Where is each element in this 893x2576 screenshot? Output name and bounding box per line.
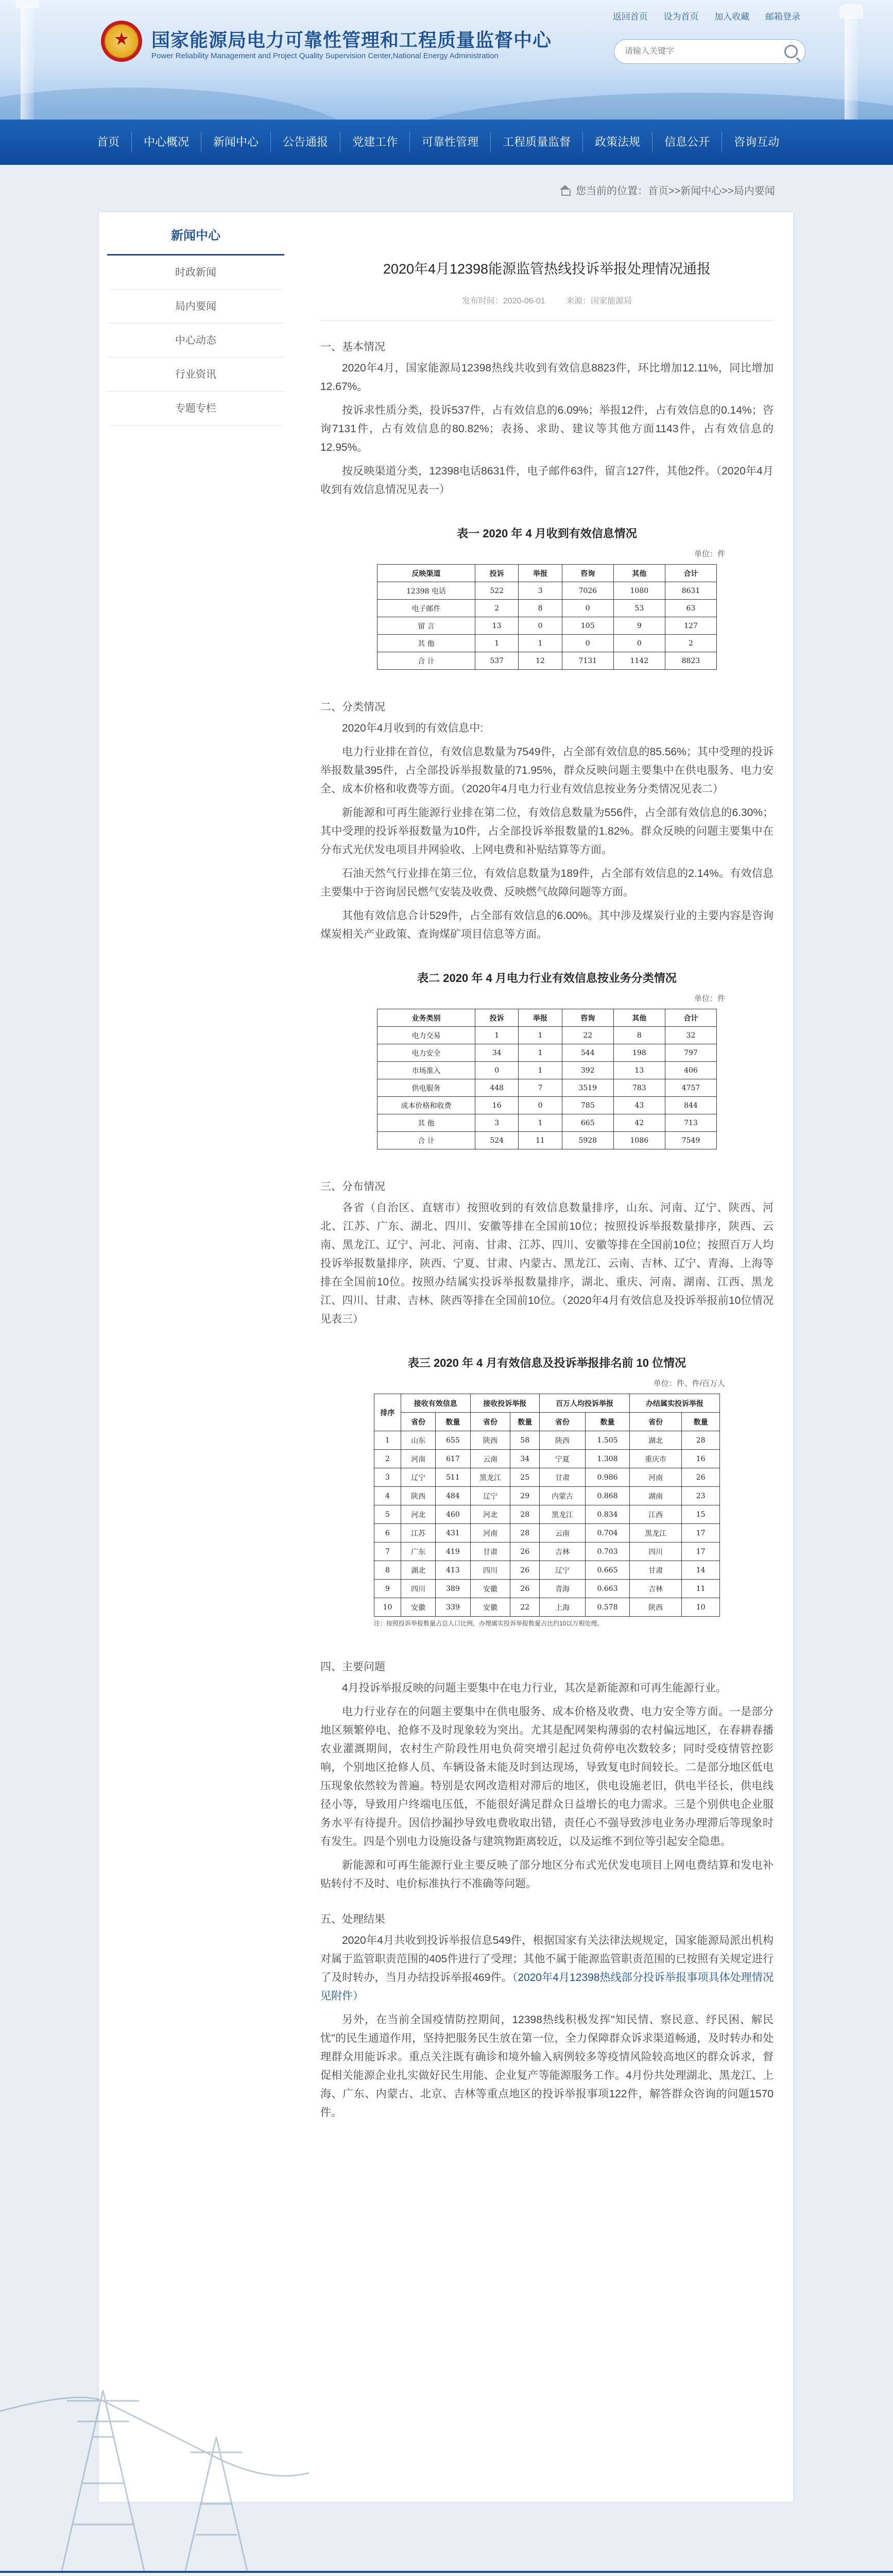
- table-cell: 0.665: [586, 1561, 630, 1580]
- table-cell: 431: [436, 1524, 470, 1543]
- table-cell: 58: [510, 1431, 540, 1450]
- table-cell: 6: [374, 1524, 401, 1543]
- table-header-cell: 举报: [519, 565, 562, 582]
- table-cell: 河南: [401, 1450, 436, 1468]
- nav-consult[interactable]: 咨询互动: [734, 135, 780, 148]
- table-cell: 陕西: [401, 1487, 436, 1505]
- table-cell: 电力安全: [377, 1044, 475, 1062]
- table-cell: 8: [519, 600, 562, 617]
- table-cell: 8631: [665, 582, 716, 600]
- table-cell: 16: [475, 1097, 519, 1114]
- site-header: [0, 0, 893, 120]
- table-cell: 537: [475, 652, 519, 670]
- table-cell: 53: [613, 600, 665, 617]
- table-cell: 665: [562, 1114, 613, 1132]
- table-cell: 617: [436, 1450, 470, 1468]
- sidebar-item-topics[interactable]: 专题专栏: [107, 392, 284, 426]
- table-row: [374, 1580, 720, 1598]
- bg-hill: [360, 93, 893, 120]
- table-cell: 0: [613, 635, 665, 652]
- table-cell: 785: [562, 1097, 613, 1114]
- section-heading: 三、分布情况: [320, 1181, 385, 1193]
- table-cell: 合 计: [377, 1132, 475, 1149]
- table-cell: 198: [613, 1044, 665, 1062]
- table-2: [377, 1009, 717, 1149]
- article: [320, 212, 774, 2122]
- table-cell: 0.986: [586, 1468, 630, 1487]
- table-cell: 电力交易: [377, 1027, 475, 1044]
- table-cell: 其 他: [377, 1114, 475, 1132]
- table-cell: 2: [475, 600, 519, 617]
- paragraph: 新能源和可再生能源行业主要反映了部分地区分布式光伏发电项目上网电费结算和发电补贴转付不及时、电价标准执行不准确等问题。: [320, 1859, 774, 1890]
- table-cell: 吉林: [539, 1543, 585, 1561]
- table-cell: 5928: [562, 1132, 613, 1149]
- table-cell: 辽宁: [539, 1561, 585, 1580]
- table-row: [374, 1561, 720, 1580]
- table-cell: 29: [510, 1487, 540, 1505]
- table-cell: 339: [436, 1598, 470, 1617]
- table-cell: 26: [510, 1580, 540, 1598]
- table-cell: 5: [374, 1505, 401, 1524]
- table-cell: 0.834: [586, 1505, 630, 1524]
- table-2-unit: 单位：件: [694, 994, 725, 1003]
- section-heading: 一、基本情况: [320, 341, 385, 353]
- table-cell: 上海: [539, 1598, 585, 1617]
- table-cell: 四川: [629, 1543, 681, 1561]
- table-row: [374, 1487, 720, 1505]
- table-1-caption: 表一 2020 年 4 月收到有效信息情况: [457, 527, 637, 540]
- table-header-cell: 数量: [436, 1413, 470, 1431]
- table-cell: 3: [475, 1114, 519, 1132]
- table-row: [377, 600, 717, 617]
- table-header-cell: 数量: [682, 1413, 720, 1431]
- table-cell: 0.663: [586, 1580, 630, 1598]
- table-cell: 0.868: [586, 1487, 630, 1505]
- main-nav: [0, 120, 893, 165]
- table-cell: 7549: [665, 1132, 716, 1149]
- table-cell: 4757: [665, 1079, 716, 1097]
- table-row: [374, 1431, 720, 1450]
- table-cell: 460: [436, 1505, 470, 1524]
- table-cell: 13: [475, 617, 519, 635]
- table-cell: 392: [562, 1062, 613, 1079]
- favorite-link[interactable]: 加入收藏: [714, 12, 750, 22]
- table-cell: 黑龙江: [629, 1524, 681, 1543]
- table-cell: 0.578: [586, 1598, 630, 1617]
- table-row: [377, 635, 717, 652]
- table-cell: 内蒙古: [539, 1487, 585, 1505]
- site-title[interactable]: 国家能源局电力可靠性管理和工程质量监督中心: [151, 29, 552, 50]
- table-row: [377, 1027, 717, 1044]
- publish-time: 发布时间：2020-06-01: [461, 297, 545, 306]
- table-row: [377, 1114, 717, 1132]
- paragraph: 电力行业存在的问题主要集中在供电服务、成本价格及收费、电力安全等方面。一是部分地区频繁停电、抢修不及时现象较为突出。尤其是配网架构薄弱的农村偏远地区，在春耕春播农业灌溉期间，农村生产阶段性用电负荷突增引起过负荷停电次数较多；同时受疫情管控影响，个别地区抢修人员、车辆设备未能及时到达现场，导致复电时间较长。二是部分地区低电压现象依然较为普遍。特别是农网改造相对滞后的地区，供电设施老旧，供电半径长，供电线径小等，导致用户终端电压低，不能很好满足群众日益增长的电力需求。三是个别供电企业服务水平有待提升。因信抄漏抄导致电费收取出错，责任心不强导致涉电业务办理滞后等现象时有发生。四是个别电力设施设备与建筑物距离较近，以及运维不到位等引起安全隐患。: [320, 1706, 774, 1848]
- paragraph: 按诉求性质分类，投诉537件，占有效信息的6.09%；举报12件，占有效信息的0.14%；咨询7131件，占有效信息的80.82%；表扬、求助、建议等其他方面1143件，占有效信息的12.95%。: [320, 404, 774, 453]
- home-icon: [559, 185, 571, 195]
- table-cell: 湖北: [401, 1561, 436, 1580]
- article-source: 来源：国家能源局: [566, 297, 632, 306]
- table-cell: 0.703: [586, 1543, 630, 1561]
- table-row: [377, 617, 717, 635]
- table-cell: 23: [682, 1487, 720, 1505]
- mail-login-link[interactable]: 邮箱登录: [765, 12, 800, 22]
- table-cell: 11: [682, 1580, 720, 1598]
- table-header-cell: 咨询: [562, 565, 613, 582]
- table-cell: 16: [682, 1450, 720, 1468]
- table-cell: 1: [475, 1027, 519, 1044]
- table-cell: 419: [436, 1543, 470, 1561]
- table-cell: 1142: [613, 652, 665, 670]
- table-cell: 3: [519, 582, 562, 600]
- paragraph: [320, 1931, 774, 2006]
- table-cell: 42: [613, 1114, 665, 1132]
- table-cell: 7: [519, 1079, 562, 1097]
- paragraph-text: 2020年4月共收到投诉举报信息549件，根据国家有关法律法规规定，国家能源局派出机构对属于监管职责范围的405件进行了受理；其他不属于能源监管职责范围的已按照有关规定进行了及时转办，当月办结投诉举报469件。: [320, 1935, 774, 1984]
- table-row: [377, 652, 717, 670]
- table-header-cell: 其他: [613, 1009, 665, 1027]
- table-cell: 河北: [470, 1505, 510, 1524]
- table-cell: 10: [682, 1598, 720, 1617]
- table-cell: 河北: [401, 1505, 436, 1524]
- paragraph: 2020年4月收到的有效信息中:: [342, 722, 484, 734]
- home-link[interactable]: 返回首页: [612, 12, 648, 22]
- table-cell: 524: [475, 1132, 519, 1149]
- table-3: [374, 1394, 720, 1617]
- national-emblem-logo[interactable]: [101, 21, 142, 62]
- paragraph: 其他有效信息合计529件，占全部有效信息的6.00%。其中涉及煤炭行业的主要内容是咨询煤炭相关产业政策、查询煤矿项目信息等方面。: [320, 910, 774, 940]
- table-row: [377, 1079, 717, 1097]
- table-cell: 4: [374, 1487, 401, 1505]
- sidebar-item-industry[interactable]: 行业资讯: [107, 358, 284, 392]
- table-cell: 重庆市: [629, 1450, 681, 1468]
- table-header-cell: 接收有效信息: [401, 1394, 471, 1413]
- nav-quality[interactable]: 工程质量监督: [491, 132, 583, 152]
- paragraph: 石油天然气行业排在第三位，有效信息数量为189件，占全部有效信息的2.14%。有效信息主要集中于咨询居民燃气安装及收费、反映燃气故障问题等方面。: [320, 868, 774, 898]
- nav-notices[interactable]: 公告通报: [271, 132, 340, 152]
- table-cell: 2: [374, 1450, 401, 1468]
- table-cell: 陕西: [629, 1598, 681, 1617]
- table-header-cell: 举报: [519, 1009, 562, 1027]
- table-cell: 甘肃: [539, 1468, 585, 1487]
- table-cell: 湖南: [629, 1487, 681, 1505]
- table-3-note: 注：按照投诉举报数量占总人口比例，办理属实投诉举报数量占比约10以万相处理。: [374, 1620, 604, 1627]
- nav-reliability[interactable]: 可靠性管理: [410, 132, 491, 152]
- table-cell: 1: [519, 1062, 562, 1079]
- table-cell: 10: [374, 1598, 401, 1617]
- table-cell: 2: [665, 635, 716, 652]
- table-cell: 1: [519, 635, 562, 652]
- table-cell: 0.704: [586, 1524, 630, 1543]
- table-header-cell: 省份: [539, 1413, 585, 1431]
- article-meta: [320, 294, 774, 321]
- table-cell: 32: [665, 1027, 716, 1044]
- paragraph: 各省（自治区、直辖市）按照收到的有效信息数量排序，山东、河南、辽宁、陕西、河北、江苏、广东、湖北、四川、安徽等排在全国前10位；按照投诉举报数量排序，陕西、云南、黑龙江、辽宁、河北、河南、甘肃、江苏、四川、安徽等排在全国前10位；按照百万人均投诉举报数量排序，陕西、宁夏、甘肃、内蒙古、黑龙江、云南、吉林、辽宁、青海、上海等排在全国前10位。按照办结属实投诉举报数量排序，湖北、重庆、河南、湖南、江西、黑龙江、四川、甘肃、吉林、陕西等排在全国前10位。（2020年4月有效信息及投诉举报前10位情况见表三）: [320, 1202, 774, 1325]
- table-row: [377, 1097, 717, 1114]
- table-header-cell: 数量: [510, 1413, 540, 1431]
- table-cell: 22: [562, 1027, 613, 1044]
- table-cell: 留 言: [377, 617, 475, 635]
- table-cell: 3519: [562, 1079, 613, 1097]
- table-cell: 辽宁: [401, 1468, 436, 1487]
- table-cell: 25: [510, 1468, 540, 1487]
- table-header-cell: 省份: [629, 1413, 681, 1431]
- table-row: [377, 1062, 717, 1079]
- table-cell: 1: [374, 1431, 401, 1450]
- section-heading: 五、处理结果: [320, 1913, 385, 1925]
- table-cell: 四川: [470, 1561, 510, 1580]
- table-3-caption: 表三 2020 年 4 月有效信息及投诉举报排名前 10 位情况: [407, 1357, 686, 1369]
- table-cell: 34: [510, 1450, 540, 1468]
- table-cell: 1: [519, 1027, 562, 1044]
- table-row: [374, 1450, 720, 1468]
- table-cell: 17: [682, 1524, 720, 1543]
- sidebar-title: 新闻中心: [107, 216, 284, 256]
- paragraph: 2020年4月，国家能源局12398热线共收到有效信息8823件，环比增加12.11%，同比增加12.67%。: [320, 362, 774, 393]
- table-cell: 63: [665, 600, 716, 617]
- sidebar-item-bureau-news[interactable]: 局内要闻: [107, 290, 284, 324]
- table-header-cell: 排序: [374, 1394, 401, 1431]
- table-cell: 云南: [539, 1524, 585, 1543]
- table-cell: 7: [374, 1543, 401, 1561]
- breadcrumb: [559, 182, 775, 197]
- table-row: [374, 1598, 720, 1617]
- table-cell: 448: [475, 1079, 519, 1097]
- table-cell: 43: [613, 1097, 665, 1114]
- table-cell: 9: [374, 1580, 401, 1598]
- table-cell: 26: [510, 1561, 540, 1580]
- table-cell: 黑龙江: [470, 1468, 510, 1487]
- table-cell: 1: [475, 635, 519, 652]
- table-cell: 544: [562, 1044, 613, 1062]
- table-cell: 吉林: [629, 1580, 681, 1598]
- table-cell: 484: [436, 1487, 470, 1505]
- table-row: [377, 1132, 717, 1149]
- table-cell: 成本价格和收费: [377, 1097, 475, 1114]
- table-cell: 655: [436, 1431, 470, 1450]
- table-cell: 34: [475, 1044, 519, 1062]
- table-cell: 供电服务: [377, 1079, 475, 1097]
- table-cell: 406: [665, 1062, 716, 1079]
- table-header-cell: 投诉: [475, 565, 519, 582]
- table-cell: 844: [665, 1097, 716, 1114]
- site-footer: [0, 2571, 893, 2576]
- table-1-unit: 单位：件: [694, 550, 725, 558]
- table-cell: 0: [519, 1097, 562, 1114]
- table-cell: 7026: [562, 582, 613, 600]
- table-cell: 辽宁: [470, 1487, 510, 1505]
- table-cell: 四川: [401, 1580, 436, 1598]
- paragraph: 电力行业排在首位，有效信息数量为7549件，占全部有效信息的85.56%；其中受理的投诉举报数量395件，占全部投诉举报数量的71.95%，群众反映问题主要集中在供电服务、电力安全、成本价格和收费等方面。（2020年4月电力行业有效信息按业务分类情况见表二）: [320, 746, 774, 795]
- table-cell: 783: [613, 1079, 665, 1097]
- table-cell: 11: [519, 1132, 562, 1149]
- table-header-cell: 百万人均投诉举报: [539, 1394, 629, 1413]
- table-cell: 电子邮件: [377, 600, 475, 617]
- paragraph: 按反映渠道分类，12398电话8631件，电子邮件63件，留言127件，其他2件。（2020年4月收到有效信息情况见表一）: [320, 465, 774, 496]
- table-header-row: [374, 1394, 720, 1413]
- table-header-row: [377, 565, 717, 582]
- paragraph: 另外，在当前全国疫情防控期间，12398热线积极发挥"知民情、察民意、纾民困、解民忧"的民生通道作用，坚持把服务民生放在第一位，全力保障群众诉求渠道畅通，及时转办和处理群众用能诉求。重点关注既有确诊和境外输入病例较多等疫情风险较高地区的群众诉求，督促相关能源企业扎实做好民生用能、企业复产等能源服务工作。4月份共处理湖北、黑龙江、上海、广东、内蒙古、北京、吉林等重点地区的投诉举报事项122件，解答群众咨询的问题1570件。: [320, 2014, 774, 2119]
- nav-policy[interactable]: 政策法规: [583, 132, 652, 152]
- nav-news[interactable]: 新闻中心: [201, 132, 271, 152]
- bg-pillar: [21, 6, 34, 120]
- table-cell: 26: [682, 1468, 720, 1487]
- table-cell: 1: [519, 1044, 562, 1062]
- attachment-link[interactable]: （2020年4月12398热线部分投诉举报事项具体处理情况见附件）: [320, 1972, 774, 2002]
- table-cell: 黑龙江: [539, 1505, 585, 1524]
- table-cell: 市场准入: [377, 1062, 475, 1079]
- search-icon[interactable]: [784, 45, 798, 58]
- table-header-cell: 省份: [401, 1413, 436, 1431]
- table-1: [377, 564, 717, 670]
- table-cell: 云南: [470, 1450, 510, 1468]
- table-3-body: [374, 1431, 720, 1617]
- table-cell: 陕西: [470, 1431, 510, 1450]
- table-cell: 26: [510, 1543, 540, 1561]
- table-header-row: [374, 1413, 720, 1431]
- nav-party[interactable]: 党建工作: [340, 132, 410, 152]
- section-heading: 四、主要问题: [320, 1661, 385, 1673]
- table-header-cell: 数量: [586, 1413, 630, 1431]
- search-input[interactable]: [625, 47, 774, 56]
- table-2-caption: 表二 2020 年 4 月电力行业有效信息按业务分类情况: [417, 972, 677, 985]
- table-cell: 7131: [562, 652, 613, 670]
- table-cell: 1: [519, 1114, 562, 1132]
- table-cell: 1.308: [586, 1450, 630, 1468]
- table-cell: 127: [665, 617, 716, 635]
- table-header-cell: 其他: [613, 565, 665, 582]
- table-row: [374, 1543, 720, 1561]
- table-cell: 713: [665, 1114, 716, 1132]
- table-cell: 合 计: [377, 652, 475, 670]
- table-cell: 17: [682, 1543, 720, 1561]
- table-cell: 13: [613, 1062, 665, 1079]
- table-cell: 522: [475, 582, 519, 600]
- table-cell: 0: [562, 635, 613, 652]
- table-cell: 511: [436, 1468, 470, 1487]
- table-row: [374, 1468, 720, 1487]
- table-row: [374, 1505, 720, 1524]
- table-cell: 14: [682, 1561, 720, 1580]
- table-cell: 安徽: [470, 1580, 510, 1598]
- table-cell: 1.505: [586, 1431, 630, 1450]
- sidebar-item-politics[interactable]: 时政新闻: [107, 256, 284, 290]
- table-header-cell: 省份: [470, 1413, 510, 1431]
- table-cell: 安徽: [401, 1598, 436, 1617]
- table-header-cell: 合计: [665, 1009, 716, 1027]
- table-cell: 15: [682, 1505, 720, 1524]
- search-box: [614, 39, 805, 64]
- nav-about[interactable]: 中心概况: [132, 132, 201, 152]
- table-cell: 389: [436, 1580, 470, 1598]
- table-cell: 0: [475, 1062, 519, 1079]
- table-cell: 12: [519, 652, 562, 670]
- table-row: [377, 582, 717, 600]
- table-cell: 28: [682, 1431, 720, 1450]
- table-cell: 甘肃: [470, 1543, 510, 1561]
- table-cell: 青海: [539, 1580, 585, 1598]
- sidebar-item-center-news[interactable]: 中心动态: [107, 324, 284, 358]
- nav-home[interactable]: 首页: [85, 132, 132, 152]
- table-cell: 其 他: [377, 635, 475, 652]
- table-row: [374, 1524, 720, 1543]
- table-header-cell: 投诉: [475, 1009, 519, 1027]
- table-cell: 湖北: [629, 1431, 681, 1450]
- table-cell: 山东: [401, 1431, 436, 1450]
- table-cell: 甘肃: [629, 1561, 681, 1580]
- table-cell: 0: [562, 600, 613, 617]
- paragraph: 4月投诉举报反映的问题主要集中在电力行业，其次是新能源和可再生能源行业。: [342, 1682, 727, 1694]
- table-header-cell: 反映渠道: [377, 565, 475, 582]
- table-cell: 105: [562, 617, 613, 635]
- table-header-cell: 办结属实投诉举报: [629, 1394, 719, 1413]
- table-cell: 797: [665, 1044, 716, 1062]
- breadcrumb-text[interactable]: 您当前的位置：首页>>新闻中心>>局内要闻: [576, 185, 775, 197]
- table-cell: 8823: [665, 652, 716, 670]
- table-cell: 河南: [629, 1468, 681, 1487]
- table-3-unit: 单位：件、件/百万人: [653, 1379, 725, 1388]
- bg-hill: [0, 88, 360, 120]
- paragraph: 新能源和可再生能源行业排在第二位，有效信息数量为556件，占全部有效信息的6.30%；其中受理的投诉举报数量为10件，占全部投诉举报数量的1.82%。群众反映的问题主要集中在分布式光伏发电项目并网验收、上网电费和补贴结算等方面。: [320, 807, 774, 856]
- table-header-cell: 业务类别: [377, 1009, 475, 1027]
- table-row: [377, 1044, 717, 1062]
- power-tower-illustration: [0, 2215, 309, 2571]
- table-cell: 安徽: [470, 1598, 510, 1617]
- set-home-link[interactable]: 设为首页: [663, 12, 699, 22]
- table-header-cell: 合计: [665, 565, 716, 582]
- bg-pillar: [845, 16, 858, 120]
- table-cell: 8: [374, 1561, 401, 1580]
- section-heading: 二、分类情况: [320, 701, 385, 713]
- table-cell: 江苏: [401, 1524, 436, 1543]
- table-cell: 陕西: [539, 1431, 585, 1450]
- table-header-cell: 接收投诉举报: [470, 1394, 539, 1413]
- site-subtitle: Power Reliability Management and Project Quality Supervision Center,National Energy Administration: [151, 52, 499, 60]
- table-cell: 12398 电话: [377, 582, 475, 600]
- nav-disclosure[interactable]: 信息公开: [652, 132, 722, 152]
- top-links: [599, 9, 800, 22]
- article-title: 2020年4月12398能源监管热线投诉举报处理情况通报: [383, 261, 711, 277]
- table-cell: 28: [510, 1524, 540, 1543]
- table-cell: 8: [613, 1027, 665, 1044]
- table-cell: 江西: [629, 1505, 681, 1524]
- table-header-row: [377, 1009, 717, 1027]
- table-header-cell: 咨询: [562, 1009, 613, 1027]
- table-cell: 河南: [470, 1524, 510, 1543]
- table-cell: 宁夏: [539, 1450, 585, 1468]
- table-cell: 3: [374, 1468, 401, 1487]
- table-cell: 413: [436, 1561, 470, 1580]
- table-cell: 0: [519, 617, 562, 635]
- table-cell: 28: [510, 1505, 540, 1524]
- table-cell: 广东: [401, 1543, 436, 1561]
- sidebar: [107, 216, 284, 426]
- content-panel: [99, 212, 793, 2502]
- table-cell: 9: [613, 617, 665, 635]
- table-cell: 1086: [613, 1132, 665, 1149]
- table-cell: 1080: [613, 582, 665, 600]
- table-cell: 22: [510, 1598, 540, 1617]
